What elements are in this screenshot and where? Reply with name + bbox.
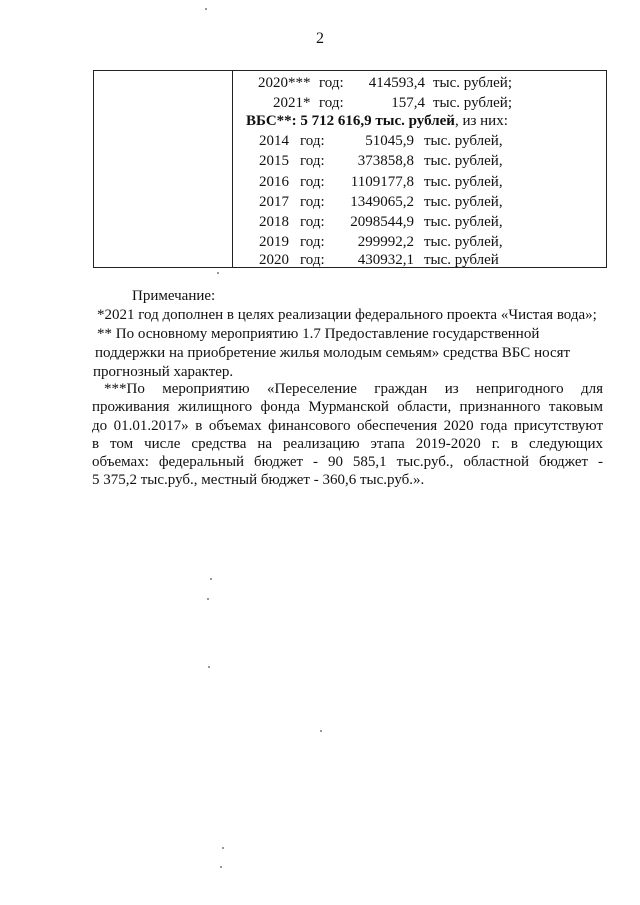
row-god: год: xyxy=(300,234,325,250)
row-unit: тыс. рублей, xyxy=(424,234,503,250)
note-line: проживания жилищного фонда Мурманской области, признанного таковым xyxy=(92,399,603,415)
row-god: год: xyxy=(300,153,325,169)
row-year: 2020 xyxy=(259,252,289,268)
table-row xyxy=(0,94,640,112)
scan-speck xyxy=(217,272,219,274)
row-unit: тыс. рублей; xyxy=(433,95,512,111)
table-row xyxy=(0,213,640,231)
row-amount: 373858,8 xyxy=(357,153,414,169)
row-unit: тыс. рублей xyxy=(424,252,499,268)
table-row xyxy=(0,132,640,150)
row-amount: 1349065,2 xyxy=(350,194,414,210)
page-number: 2 xyxy=(316,30,324,47)
note-line: объемах: федеральный бюджет - 90 585,1 тыс.руб., областной бюджет - xyxy=(92,454,603,470)
notes-title: Примечание: xyxy=(132,288,216,304)
note-line: ** По основному мероприятию 1.7 Предоставление государственной xyxy=(97,326,540,342)
row-amount: 2098544,9 xyxy=(350,214,414,230)
row-year: 2016 xyxy=(259,174,289,190)
table-row xyxy=(0,193,640,211)
row-year: 2017 xyxy=(259,194,289,210)
scan-speck xyxy=(205,8,207,10)
table-row xyxy=(0,251,640,269)
row-amount: 430932,1 xyxy=(357,252,414,268)
row-god: год: xyxy=(319,75,344,91)
row-god: год: xyxy=(319,95,344,111)
note-line: ***По мероприятию «Переселение граждан из непригодного для xyxy=(104,381,603,397)
row-year: 2020*** xyxy=(258,75,311,91)
row-unit: тыс. рублей; xyxy=(433,75,512,91)
row-year: 2021* xyxy=(273,95,311,111)
note-line: *2021 год дополнен в целях реализации федерального проекта «Чистая вода»; xyxy=(97,307,597,323)
table-row xyxy=(0,233,640,251)
vbs-heading: ВБС**: 5 712 616,9 тыс. рублей xyxy=(246,113,455,129)
scan-speck xyxy=(210,578,212,580)
row-amount: 414593,4 xyxy=(368,75,425,91)
row-god: год: xyxy=(300,194,325,210)
note-line: в том числе средства на реализацию этапа 2019-2020 г. в следующих xyxy=(92,436,603,452)
scan-speck xyxy=(320,730,322,732)
row-amount: 299992,2 xyxy=(357,234,414,250)
vbs-heading-row xyxy=(246,112,508,130)
row-amount: 157,4 xyxy=(391,95,425,111)
scan-speck xyxy=(208,666,210,668)
row-unit: тыс. рублей, xyxy=(424,174,503,190)
row-god: год: xyxy=(300,214,325,230)
table-row xyxy=(0,173,640,191)
row-amount: 51045,9 xyxy=(365,133,414,149)
scan-speck xyxy=(220,866,222,868)
row-amount: 1109177,8 xyxy=(350,174,414,190)
row-unit: тыс. рублей, xyxy=(424,133,503,149)
row-year: 2015 xyxy=(259,153,289,169)
note-line: поддержки на приобретение жилья молодым семьям» средства ВБС носят xyxy=(95,345,571,361)
vbs-heading-suffix: , из них: xyxy=(454,113,508,129)
row-unit: тыс. рублей, xyxy=(424,153,503,169)
scan-speck xyxy=(207,598,209,600)
row-god: год: xyxy=(300,252,325,268)
scan-speck xyxy=(222,847,224,849)
row-year: 2019 xyxy=(259,234,289,250)
table-row xyxy=(0,152,640,170)
row-year: 2018 xyxy=(259,214,289,230)
note-line: 5 375,2 тыс.руб., местный бюджет - 360,6 тыс.руб.». xyxy=(92,472,425,488)
table-row xyxy=(0,74,640,92)
row-god: год: xyxy=(300,133,325,149)
row-unit: тыс. рублей, xyxy=(424,194,503,210)
row-year: 2014 xyxy=(259,133,289,149)
note-line: прогнозный характер. xyxy=(93,364,234,380)
row-unit: тыс. рублей, xyxy=(424,214,503,230)
row-god: год: xyxy=(300,174,325,190)
note-line: до 01.01.2017» в объемах финансового обеспечения 2020 года присутствуют xyxy=(92,418,603,434)
